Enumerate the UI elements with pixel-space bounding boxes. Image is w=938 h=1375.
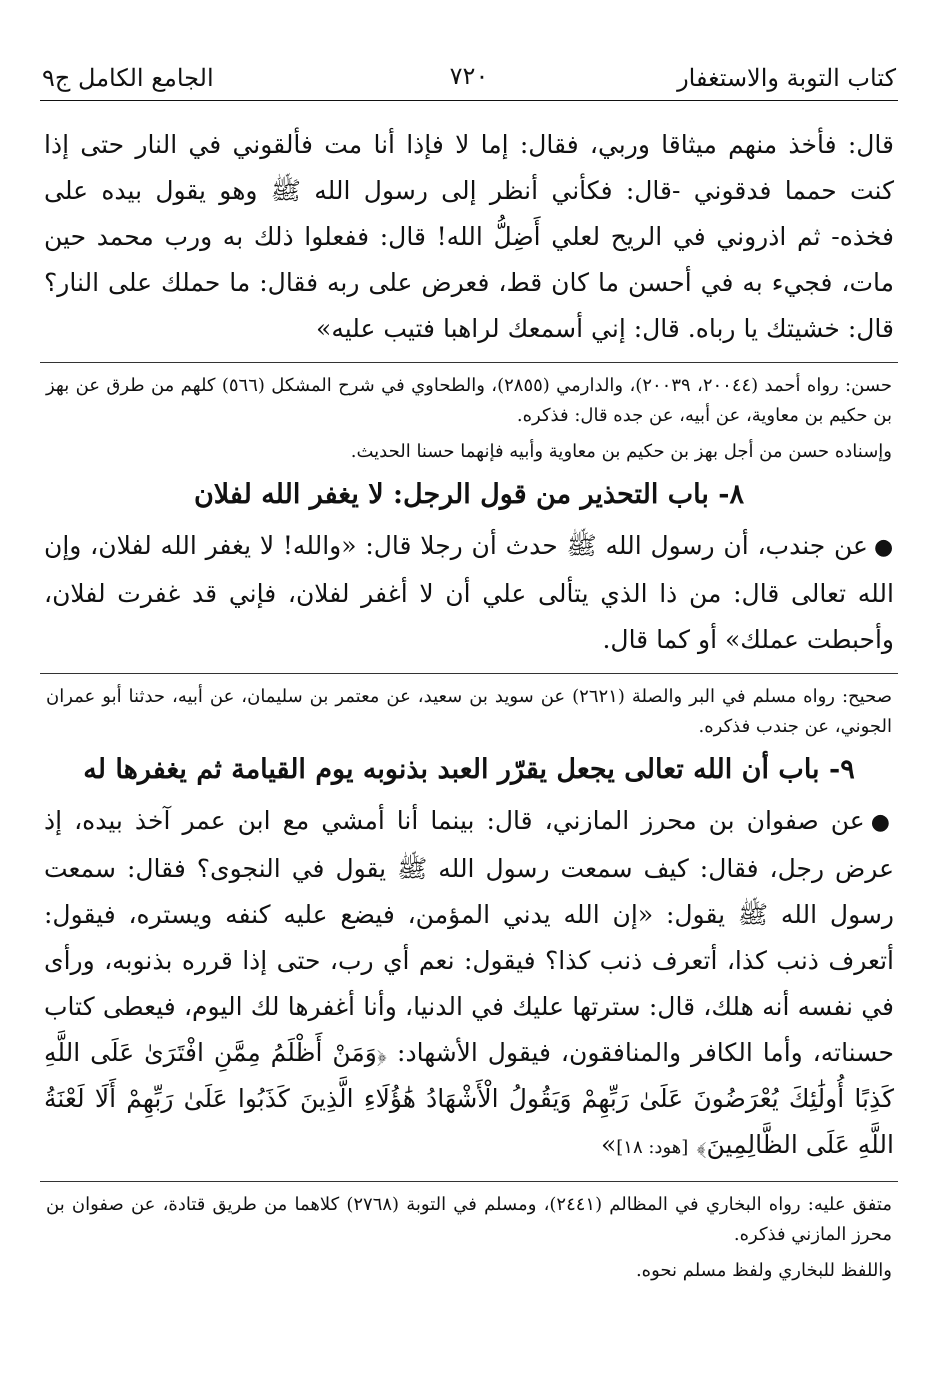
page-content: [40, 122, 898, 1286]
book-title: كتاب التوبة والاستغفار: [677, 64, 896, 92]
volume-label: الجامع الكامل ج٩: [42, 64, 214, 92]
footnote-divider: [40, 362, 898, 363]
hadith-text-continued: قال: فأخذ منهم ميثاقا وربي، فقال: إما لا فإذا أنا مت فألقوني في النار حتى إذا كنت حمما فدقوني -قال: فكأني أنظر إلى رسول الله ﷺ وهو يقول بيده على فخذه- ثم اذروني في الريح لعلي أَضِلُّ الله! قال: ففعلوا ذلك به ورب محمد حين مات، فجيء به في أحسن ما كان قط، فعرض على ربه فقال: ما حملك على النار؟ قال: خشيتك يا رباه. قال: إني أسمعك لراهبا فتيب عليه»: [44, 130, 894, 343]
takhrij-note-9: متفق عليه: رواه البخاري في المظالم (٢٤٤١)، ومسلم في التوبة (٢٧٦٨) كلاهما من طريق قتادة، عن صفوان بن محرز المازني فذكره.: [46, 1194, 892, 1245]
book-page: [40, 0, 898, 1375]
hadith-body-9: عن صفوان بن محرز المازني، قال: بينما أنا أمشي مع ابن عمر آخذ بيده، إذ عرض رجل، فقال: كيف سمعت رسول الله ﷺ يقول في النجوى؟ فقال: سمعت رسول الله ﷺ يقول: «إن الله يدني المؤمن، فيضع عليه كنفه ويستره، فيقول: أتعرف ذنب كذا، أتعرف ذنب كذا؟ فيقول: نعم أي رب، حتى إذا قرره بذنوبه، ورأى في نفسه أنه هلك، قال: سترتها عليك في الدنيا، وأنا أغفرها لك اليوم، فيعطى كتاب حسناته، وأما الكافر والمنافقون، فيقول الأشهاد:: [44, 806, 894, 1067]
footnote-divider: [40, 673, 898, 674]
page-number: ٧٢٠: [449, 62, 489, 90]
chapter-heading-9: ٩- باب أن الله تعالى يجعل يقرّر العبد بذنوبه يوم القيامة ثم يغفرها له: [83, 754, 855, 785]
running-header: [40, 60, 898, 101]
hadith-text-9: [40, 798, 898, 1171]
isnad-note: وإسناده حسن من أجل بهز بن حكيم بن معاوية وأبيه فإنهما حسنا الحديث.: [350, 441, 892, 462]
footnote-divider: [40, 1181, 898, 1182]
chapter-heading-8: ٨- باب التحذير من قول الرجل: لا يغفر الله لفلان: [193, 479, 745, 510]
wording-note-9: واللفظ للبخاري ولفظ مسلم نحوه.: [635, 1260, 892, 1281]
quran-reference: [هود: ١٨]: [616, 1137, 689, 1158]
closing-quote: »: [600, 1130, 617, 1159]
bullet-icon: ●: [873, 535, 894, 560]
hadith-body-8: عن جندب، أن رسول الله ﷺ حدث أن رجلا قال: «والله! لا يغفر الله لفلان، وإن الله تعالى قال: من ذا الذي يتألى علي أن لا أغفر لفلان، فإني قد غفرت لفلان، وأحبطت عملك» أو كما قال.: [44, 531, 894, 654]
takhrij-note: حسن: رواه أحمد (٢٠٠٤٤، ٢٠٠٣٩)، والدارمي (٢٨٥٥)، والطحاوي في شرح المشكل (٥٦٦) كلهم من طرق عن بهز بن حكيم بن معاوية، عن أبيه، عن جده قال: فذكره.: [46, 375, 893, 426]
bullet-icon: ●: [870, 810, 894, 835]
takhrij-note-8: صحيح: رواه مسلم في البر والصلة (٢٦٢١) عن سويد بن سعيد، عن معتمر بن سليمان، عن أبيه، حدثنا أبو عمران الجوني، عن جندب فذكره.: [46, 686, 892, 737]
quran-verse: ﴿وَمَنْ أَظْلَمُ مِمَّنِ افْتَرَىٰ عَلَى اللَّهِ كَذِبًا أُولَٰئِكَ يُعْرَضُونَ عَلَىٰ رَبِّهِمْ وَيَقُولُ الْأَشْهَادُ هَٰؤُلَاءِ الَّذِينَ كَذَبُوا عَلَىٰ رَبِّهِمْ أَلَا لَعْنَةُ اللَّهِ عَلَى الظَّالِمِينَ﴾: [44, 1038, 894, 1159]
hadith-text-8: [40, 523, 898, 663]
